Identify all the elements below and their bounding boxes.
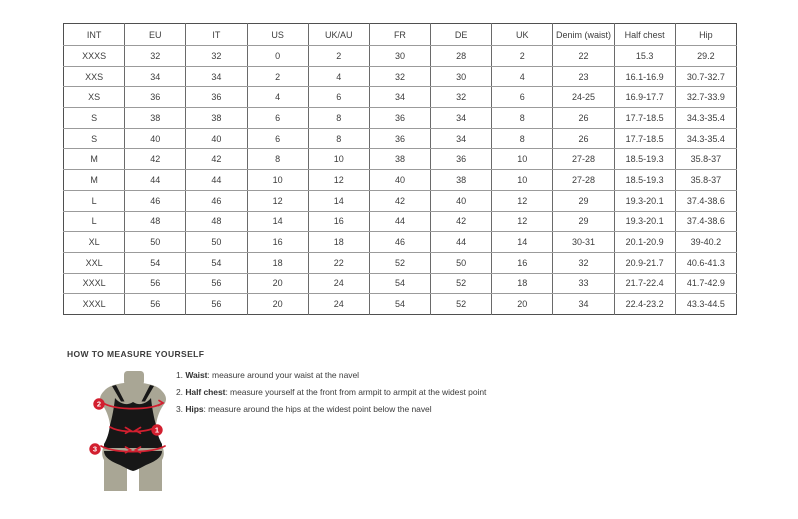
table-cell: 20 <box>247 294 308 315</box>
table-cell: 4 <box>308 66 369 87</box>
table-cell: 50 <box>431 252 492 273</box>
table-cell: 34 <box>553 294 614 315</box>
table-cell: 22 <box>553 46 614 67</box>
table-cell: 43.3-44.5 <box>686 299 725 310</box>
step-label: Hips <box>185 404 204 414</box>
table-cell: 40 <box>125 128 186 149</box>
table-cell: 40 <box>431 190 492 211</box>
table-cell: 8 <box>308 108 369 129</box>
table-cell: 32 <box>369 66 430 87</box>
table-cell: 28 <box>431 46 492 67</box>
table-row <box>64 252 737 273</box>
measure-steps <box>176 370 486 421</box>
step-label: Waist <box>185 370 208 380</box>
table-cell: 34 <box>431 128 492 149</box>
table-cell: 16 <box>247 232 308 253</box>
table-cell: 44 <box>186 170 247 191</box>
table-cell: 26 <box>553 108 614 129</box>
table-cell: 56 <box>186 294 247 315</box>
table-cell: XXXS <box>64 46 125 67</box>
table-cell: 20 <box>247 273 308 294</box>
table-row <box>64 128 737 149</box>
step-number: 3. <box>176 404 186 414</box>
table-cell: 36 <box>125 87 186 108</box>
table-cell: 17.7-18.5 <box>614 128 675 149</box>
table-cell: 38 <box>186 108 247 129</box>
table-cell: 50 <box>125 232 186 253</box>
table-cell: 30.7-32.7 <box>675 66 736 87</box>
table-cell: 52 <box>431 294 492 315</box>
table-cell: 44 <box>431 232 492 253</box>
table-cell: 8 <box>492 128 553 149</box>
table-cell: 36 <box>369 128 430 149</box>
table-cell: 20.9-21.7 <box>614 252 675 273</box>
table-cell: 40.6-41.3 <box>675 252 736 273</box>
size-chart-table <box>63 23 737 315</box>
table-cell: 6 <box>308 87 369 108</box>
table-cell: 6 <box>247 128 308 149</box>
table-cell: 24 <box>308 294 369 315</box>
table-row <box>64 66 737 87</box>
table-cell: XXXL <box>64 273 125 294</box>
table-cell: 50 <box>186 232 247 253</box>
table-row <box>64 211 737 232</box>
table-cell: XXS <box>64 66 125 87</box>
table-cell: 16 <box>308 211 369 232</box>
table-header-cell: EU <box>125 24 186 46</box>
mannequin-illustration <box>75 370 187 500</box>
table-cell: 32 <box>125 46 186 67</box>
table-cell: 19.3-20.1 <box>614 211 675 232</box>
table-cell: 48 <box>125 211 186 232</box>
table-cell: 29 <box>553 211 614 232</box>
table-cell: 48 <box>186 211 247 232</box>
table-cell: 29.2 <box>675 46 736 67</box>
step-label: Half chest <box>185 387 226 397</box>
table-cell: 18.5-19.3 <box>614 170 675 191</box>
measure-step-half-chest <box>176 387 486 404</box>
size-chart-body <box>64 46 737 315</box>
table-cell: 18.5-19.3 <box>614 149 675 170</box>
table-cell: 6 <box>492 87 553 108</box>
table-cell: 30-31 <box>553 232 614 253</box>
table-cell: 18 <box>247 252 308 273</box>
table-cell: XXL <box>64 252 125 273</box>
svg-text:3: 3 <box>92 444 98 454</box>
table-cell: 20.1-20.9 <box>614 232 675 253</box>
table-cell: 36 <box>186 87 247 108</box>
table-cell: 38 <box>125 108 186 129</box>
step-number: 2. <box>176 387 186 397</box>
table-cell: 27-28 <box>553 170 614 191</box>
table-header-cell: Denim (waist) <box>553 24 614 46</box>
table-cell: 8 <box>492 108 553 129</box>
table-cell: 19.3-20.1 <box>614 190 675 211</box>
table-cell: 8 <box>247 149 308 170</box>
table-cell: 12 <box>308 170 369 191</box>
table-header-cell: INT <box>64 24 125 46</box>
svg-text:1: 1 <box>154 425 160 435</box>
table-cell: L <box>64 190 125 211</box>
table-cell: 16.1-16.9 <box>614 66 675 87</box>
table-cell: 14 <box>247 211 308 232</box>
table-cell: 46 <box>186 190 247 211</box>
table-cell: 2 <box>247 66 308 87</box>
step-number: 1. <box>176 370 186 380</box>
table-cell: 54 <box>125 252 186 273</box>
step-text: : measure around the hips at the widest point below the navel <box>203 404 432 414</box>
table-cell: L <box>64 211 125 232</box>
table-cell: 38 <box>431 170 492 191</box>
table-cell: 42 <box>431 211 492 232</box>
table-cell: 35.8-37 <box>675 149 736 170</box>
table-cell: 52 <box>431 273 492 294</box>
table-header-cell: US <box>247 24 308 46</box>
table-cell: 34.3-35.4 <box>675 108 736 129</box>
table-row <box>64 46 737 67</box>
table-cell: M <box>64 149 125 170</box>
table-header-cell: DE <box>431 24 492 46</box>
table-header-cell: UK <box>492 24 553 46</box>
table-cell: 56 <box>125 273 186 294</box>
table-cell: 56 <box>186 273 247 294</box>
table-cell: 42 <box>125 149 186 170</box>
marker-waist <box>151 424 162 435</box>
table-cell: XXXL <box>64 294 125 315</box>
table-cell: S <box>64 108 125 129</box>
step-text: : measure yourself at the front from armpit to armpit at the widest point <box>225 387 487 397</box>
table-cell: 34 <box>431 108 492 129</box>
table-cell: 30 <box>369 46 430 67</box>
table-cell: 27-28 <box>553 149 614 170</box>
table-cell: 52 <box>369 252 430 273</box>
size-chart-header <box>64 24 737 46</box>
table-cell: 35.8-37 <box>675 170 736 191</box>
table-row <box>64 232 737 253</box>
table-cell: 2 <box>492 46 553 67</box>
table-header-cell: FR <box>369 24 430 46</box>
table-cell: 32.7-33.9 <box>675 87 736 108</box>
table-cell: 10 <box>308 149 369 170</box>
table-cell: 30 <box>431 66 492 87</box>
table-cell: 23 <box>553 66 614 87</box>
table-cell: 56 <box>125 294 186 315</box>
table-cell: 14 <box>308 190 369 211</box>
table-cell: 0 <box>247 46 308 67</box>
table-cell: 17.7-18.5 <box>614 108 675 129</box>
table-cell: 46 <box>125 190 186 211</box>
table-cell: 42 <box>186 149 247 170</box>
table-cell: 46 <box>369 232 430 253</box>
table-cell: 34.3-35.4 <box>675 128 736 149</box>
table-cell: 12 <box>492 211 553 232</box>
table-cell: S <box>64 128 125 149</box>
table-row <box>64 108 737 129</box>
table-cell: 42 <box>369 190 430 211</box>
table-cell: 10 <box>492 170 553 191</box>
table-cell: 16 <box>492 252 553 273</box>
table-header-row <box>64 24 737 46</box>
table-header-cell: Hip <box>675 24 736 46</box>
table-cell: 4 <box>492 66 553 87</box>
table-cell: 39-40.2 <box>675 232 736 253</box>
table-cell: 34 <box>369 87 430 108</box>
marker-hips <box>89 443 100 454</box>
table-cell: 33 <box>553 273 614 294</box>
measure-section-title: HOW TO MEASURE YOURSELF <box>67 349 205 359</box>
table-cell: 21.7-22.4 <box>614 273 675 294</box>
table-cell: 8 <box>308 128 369 149</box>
table-cell: 36 <box>369 108 430 129</box>
table-row <box>64 190 737 211</box>
table-cell: 37.4-38.6 <box>675 190 736 211</box>
table-cell: 4 <box>247 87 308 108</box>
table-cell: 10 <box>247 170 308 191</box>
table-cell: 34 <box>125 66 186 87</box>
table-cell: 12 <box>492 190 553 211</box>
table-cell: 20 <box>492 294 553 315</box>
table-cell: 32 <box>553 252 614 273</box>
table-cell: 34 <box>186 66 247 87</box>
table-row <box>64 170 737 191</box>
measure-step-hips <box>176 404 486 421</box>
marker-chest <box>93 398 104 409</box>
measure-step-waist <box>176 370 486 387</box>
table-header-cell: Half chest <box>614 24 675 46</box>
table-cell: 54 <box>369 294 430 315</box>
table-header-cell: IT <box>186 24 247 46</box>
table-cell: 18 <box>492 273 553 294</box>
table-cell: 12 <box>247 190 308 211</box>
table-cell: 40 <box>186 128 247 149</box>
table-cell: 37.4-38.6 <box>675 211 736 232</box>
table-cell: 44 <box>369 211 430 232</box>
table-row <box>64 149 737 170</box>
table-cell: 32 <box>186 46 247 67</box>
table-cell: 22 <box>308 252 369 273</box>
table-cell: 36 <box>431 149 492 170</box>
table-row <box>64 87 737 108</box>
table-cell: 44 <box>125 170 186 191</box>
table-cell: 54 <box>369 273 430 294</box>
table-cell: 26 <box>553 128 614 149</box>
table-cell: 41.7-42.9 <box>675 273 736 294</box>
table-cell: 6 <box>247 108 308 129</box>
table-cell: 2 <box>308 46 369 67</box>
table-cell: 16.9-17.7 <box>614 87 675 108</box>
table-cell: XL <box>64 232 125 253</box>
table-cell: 40 <box>369 170 430 191</box>
measurement-figure <box>75 370 187 500</box>
table-cell: 38 <box>369 149 430 170</box>
table-cell: 24 <box>308 273 369 294</box>
table-row <box>64 294 737 315</box>
table-cell: 10 <box>492 149 553 170</box>
table-row <box>64 273 737 294</box>
table-header-cell: UK/AU <box>308 24 369 46</box>
table-cell: 14 <box>492 232 553 253</box>
table-cell: 15.3 <box>614 46 675 67</box>
table-cell: 24-25 <box>553 87 614 108</box>
table-cell: 22.4-23.2 <box>614 294 675 315</box>
table-cell: 29 <box>553 190 614 211</box>
table-cell: 18 <box>308 232 369 253</box>
table-cell: M <box>64 170 125 191</box>
table-cell: XS <box>64 87 125 108</box>
svg-text:2: 2 <box>96 399 102 409</box>
table-cell: 54 <box>186 252 247 273</box>
table-cell: 32 <box>431 87 492 108</box>
step-text: : measure around your waist at the navel <box>207 370 359 380</box>
